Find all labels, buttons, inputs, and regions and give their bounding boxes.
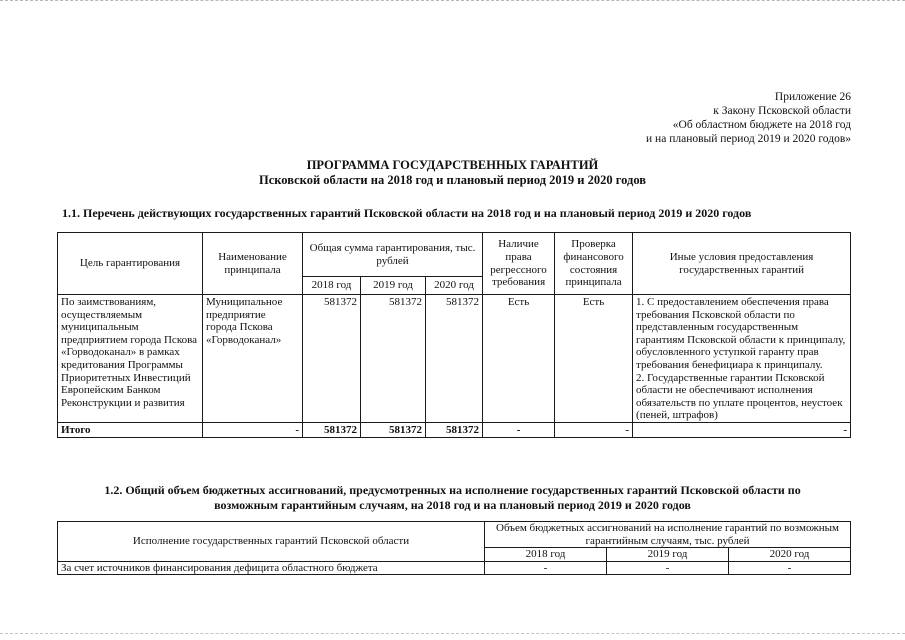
- total-2020: 581372: [426, 422, 483, 437]
- header-total-sum: Общая сумма гарантирования, тыс. рублей: [303, 233, 483, 277]
- header-year-2019: 2019 год: [607, 548, 729, 562]
- header-execution: Исполнение государственных гарантий Псковской области: [58, 522, 485, 562]
- guarantees-table: [57, 232, 851, 438]
- program-title-block: [0, 158, 905, 188]
- section-2-heading: [0, 483, 905, 513]
- total-2019: 581372: [361, 422, 426, 437]
- header-principal: Наименование принципала: [203, 233, 303, 295]
- total-2018: 581372: [303, 422, 361, 437]
- total-recourse: -: [483, 422, 555, 437]
- header-other-terms: Иные условия предоставления государственных гарантий: [633, 233, 851, 295]
- cell-2019: -: [607, 561, 729, 575]
- total-other-terms: -: [633, 422, 851, 437]
- scan-edge-bottom: [0, 633, 905, 636]
- cell-funding-source: За счет источников финансирования дефицита областного бюджета: [58, 561, 485, 575]
- program-subtitle: Псковской области на 2018 год и плановый период 2019 и 2020 годов: [258, 173, 647, 187]
- header-financial-check: Проверка финансового состояния принципала: [555, 233, 633, 295]
- section-2-heading-line-2: возможным гарантийным случаям, на 2018 год и на плановый период 2019 и 2020 годов: [214, 498, 691, 512]
- program-title: ПРОГРАММА ГОСУДАРСТВЕННЫХ ГАРАНТИЙ: [306, 158, 599, 172]
- table-row: [58, 561, 851, 575]
- cell-2019: 581372: [361, 295, 426, 423]
- appendix-line-4: и на плановый период 2019 и 2020 годов»: [646, 133, 851, 145]
- header-purpose: Цель гарантирования: [58, 233, 203, 295]
- cell-purpose: По заимствованиям, осуществляемым муниципальным предприятием города Пскова «Горводоканал» в рамках кредитования Программы Приоритетных Инвестиций Европейским Банком Реконструкции и развития: [58, 295, 203, 423]
- cell-2018: 581372: [303, 295, 361, 423]
- cell-recourse: Есть: [483, 295, 555, 423]
- scan-edge-top: [0, 0, 905, 3]
- header-year-2020: 2020 год: [729, 548, 851, 562]
- cell-principal: Муниципальное предприятие города Пскова «Горводоканал»: [203, 295, 303, 423]
- total-label: Итого: [58, 422, 203, 437]
- appendix-line-2: к Закону Псковской области: [713, 105, 851, 117]
- section-1-heading: 1.1. Перечень действующих государственных гарантий Псковской области на 2018 год и на плановый период 2019 и 2020 годов: [62, 206, 752, 220]
- appendix-line-1: Приложение 26: [774, 91, 851, 103]
- header-recourse: Наличие права регрессного требования: [483, 233, 555, 295]
- cell-financial-check: Есть: [555, 295, 633, 423]
- total-financial-check: -: [555, 422, 633, 437]
- header-year-2020: 2020 год: [426, 277, 483, 295]
- total-principal: -: [203, 422, 303, 437]
- header-year-2018: 2018 год: [485, 548, 607, 562]
- allocations-table: [57, 521, 851, 575]
- other-terms-item-2: 2. Государственные гарантии Псковской области не обеспечивают исполнения обязательств по уплате процентов, неустоек (пеней, штрафов): [636, 371, 843, 422]
- cell-2018: -: [485, 561, 607, 575]
- table-row: [58, 295, 851, 423]
- header-year-2019: 2019 год: [361, 277, 426, 295]
- section-2-heading-line-1: 1.2. Общий объем бюджетных ассигнований, предусмотренных на исполнение государственных гарантий Псковской области по: [104, 483, 801, 497]
- cell-other-terms: [633, 295, 851, 423]
- header-year-2018: 2018 год: [303, 277, 361, 295]
- other-terms-item-1: 1. С предоставлением обеспечения права требования Псковской области по представленным государственным гарантиям Псковской области к принципалу, обусловленного уступкой гаранту прав требования бенефициара к принципалу.: [636, 296, 846, 371]
- header-allocation-volume: Объем бюджетных ассигнований на исполнение гарантий по возможным гарантийным случаям, тыс. рублей: [485, 522, 851, 548]
- appendix-line-3: «Об областном бюджете на 2018 год: [672, 119, 851, 131]
- appendix-note: [646, 90, 851, 146]
- cell-2020: 581372: [426, 295, 483, 423]
- cell-2020: -: [729, 561, 851, 575]
- total-row: [58, 422, 851, 437]
